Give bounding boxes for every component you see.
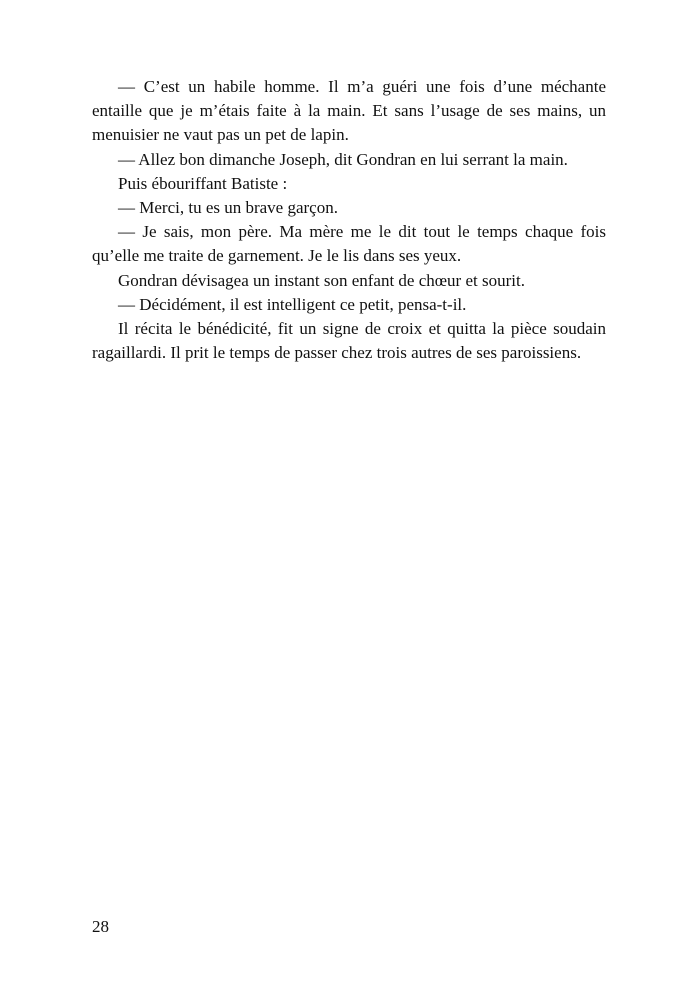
paragraph-2: — Allez bon dimanche Joseph, dit Gondran en lui serrant la main. <box>118 149 568 169</box>
paragraph-4: — Merci, tu es un brave garçon. <box>118 198 338 218</box>
page-number: 28 <box>92 917 109 936</box>
paragraph-6: Gondran dévisagea un instant son enfant de chœur et sourit. <box>118 270 525 290</box>
paragraph-1: — C’est un habile homme. Il m’a guéri une fois d’une méchante entaille que je m’étais faite à la main. Et sans l’usage de ses mains, un menuisier ne vaut pas un pet de lapin. <box>92 77 606 145</box>
paragraph-3: Puis ébouriffant Batiste : <box>118 173 288 193</box>
paragraph-7: — Décidément, il est intelligent ce petit, pensa-t-il. <box>118 294 467 314</box>
paragraph-8: Il récita le bénédicité, fit un signe de croix et quitta la pièce soudain ragaillardi. Il prit le temps de passer chez trois autres de ses paroissiens. <box>92 319 606 363</box>
paragraph-5: — Je sais, mon père. Ma mère me le dit tout le temps chaque fois qu’elle me traite de garnement. Je le lis dans ses yeux. <box>92 222 606 266</box>
body-text <box>92 75 606 365</box>
